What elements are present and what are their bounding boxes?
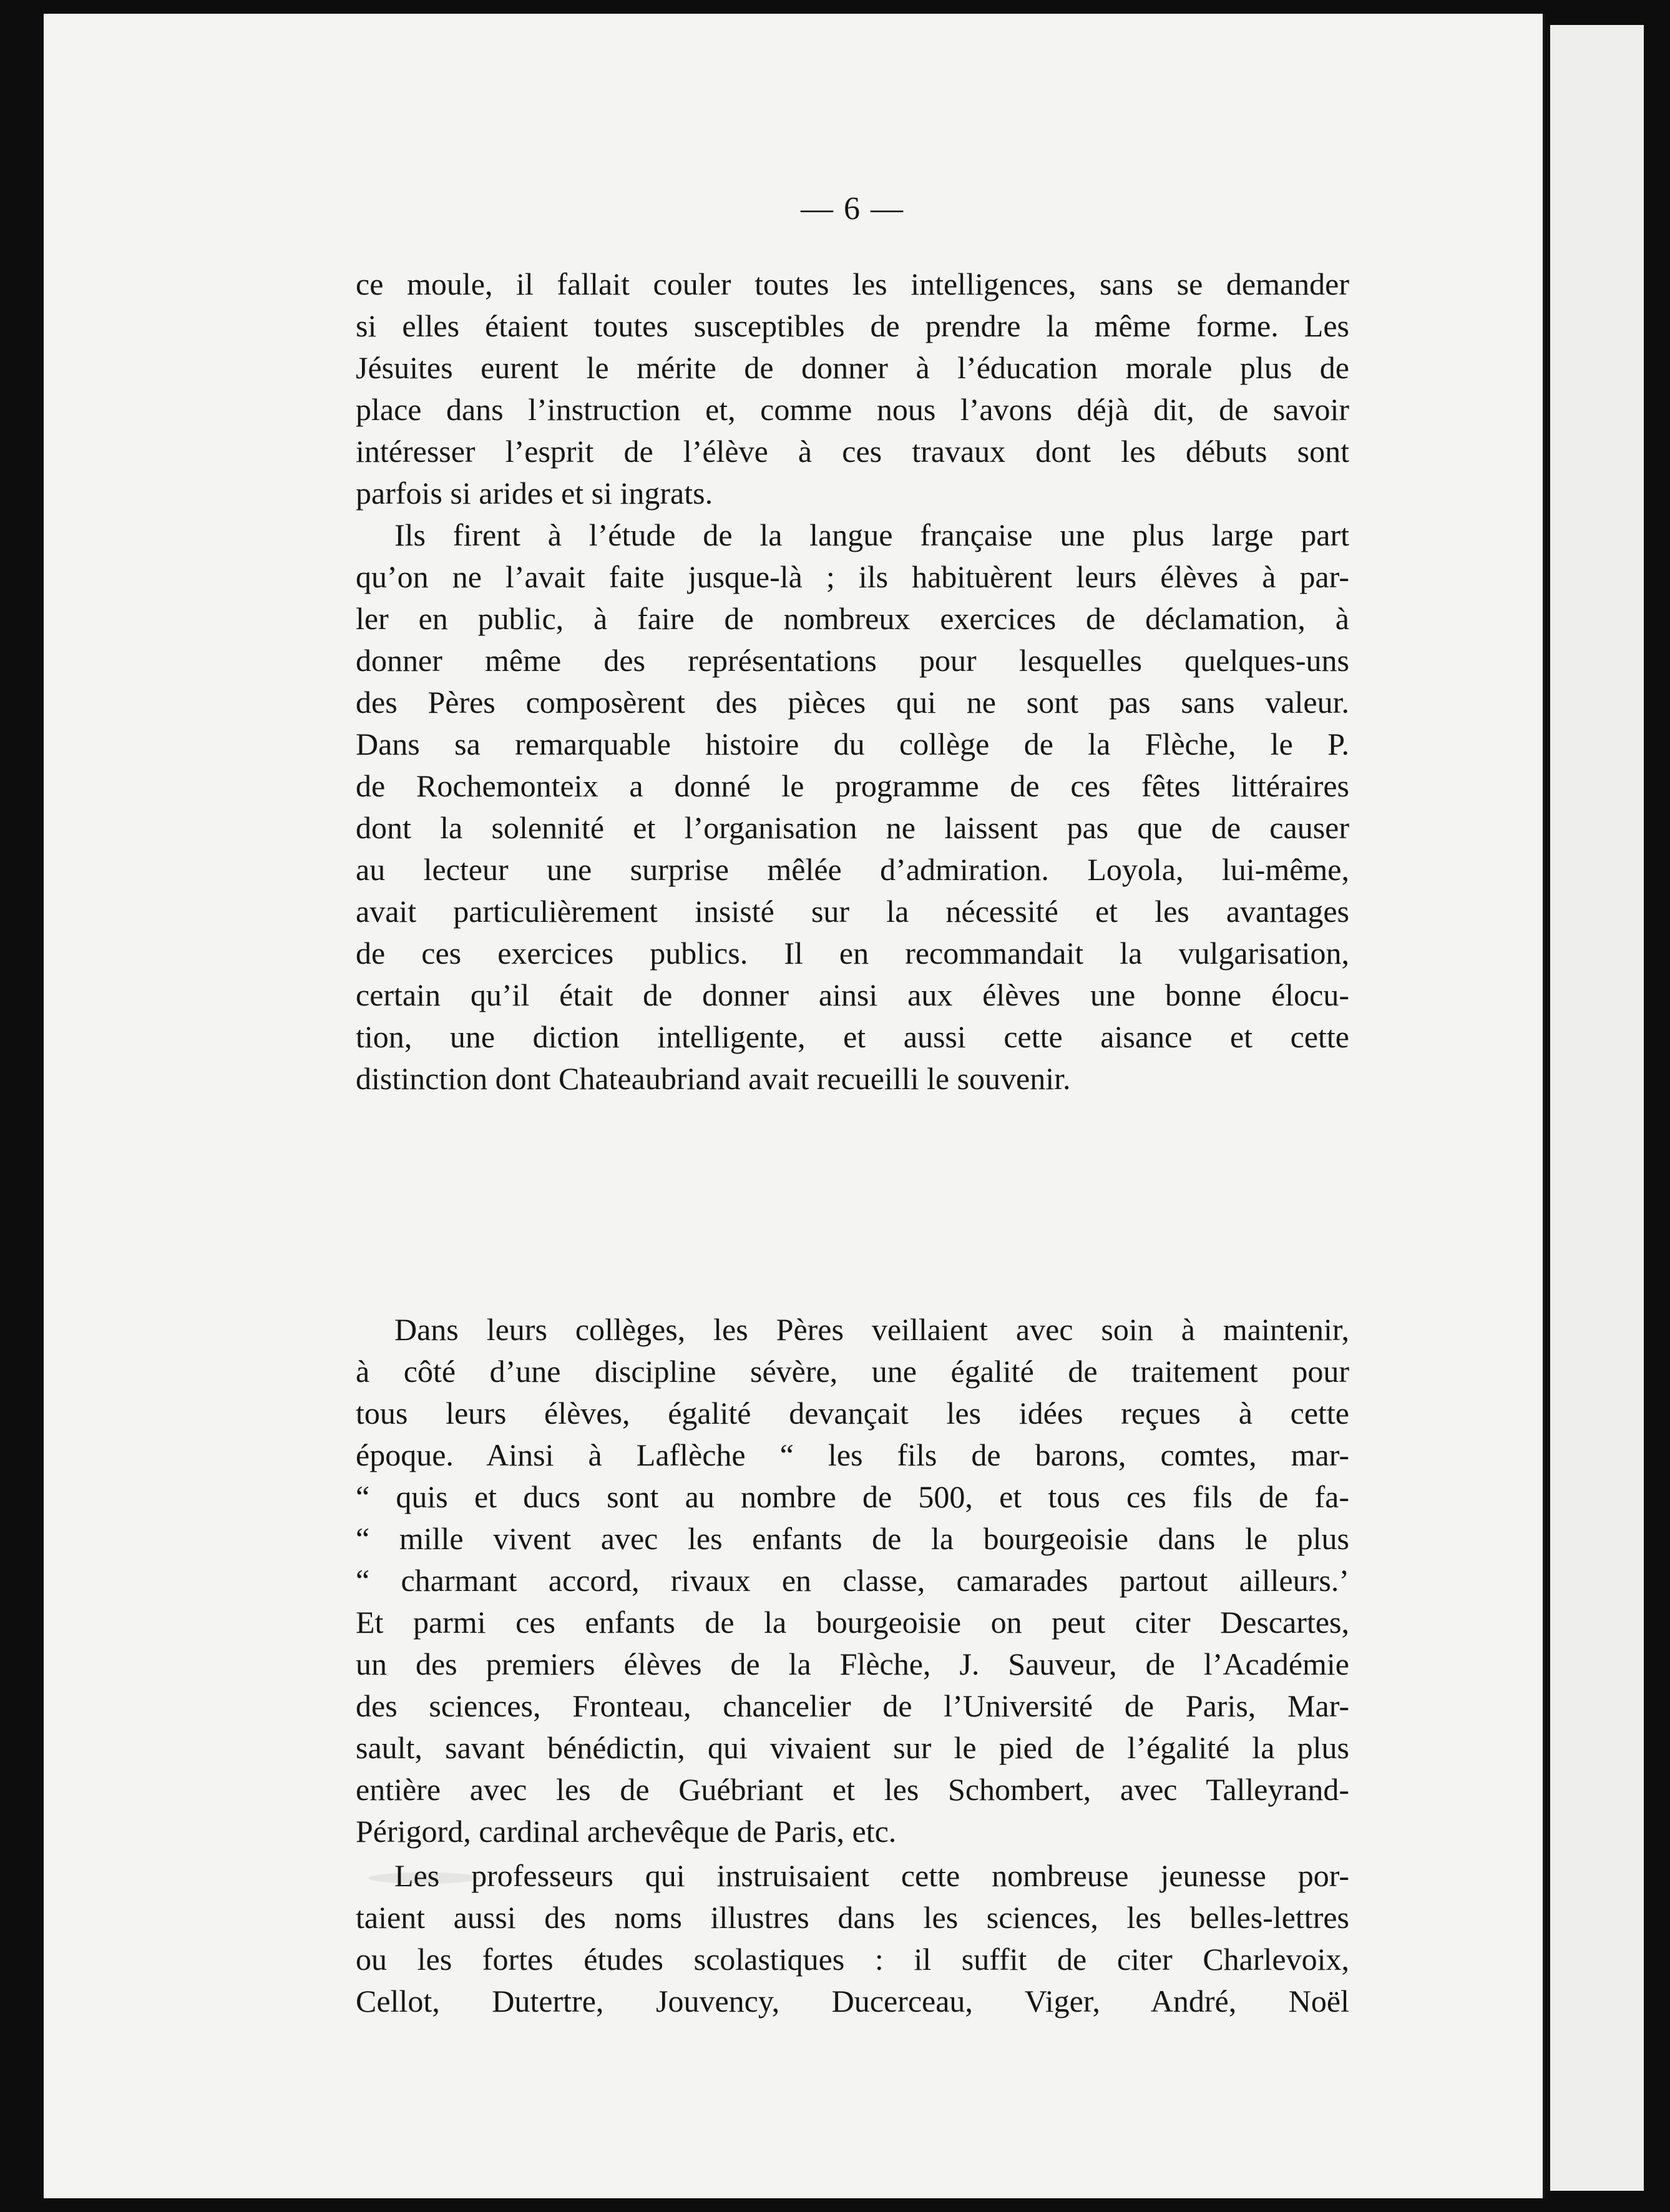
- text-line: Dans leurs collèges, les Pères veillaient avec soin à maintenir,: [394, 1312, 1349, 1347]
- text-line: à côté d’une discipline sévère, une égalité de traitement pour: [356, 1354, 1349, 1389]
- text-line: parfois si arides et si ingrats.: [356, 476, 713, 511]
- paragraph-1: [356, 263, 1349, 514]
- text-line: certain qu’il était de donner ainsi aux élèves une bonne élocu-: [356, 977, 1349, 1012]
- text-line: époque. Ainsi à Laflèche “ les fils de barons, comtes, mar-: [356, 1437, 1349, 1472]
- text-line: “ quis et ducs sont au nombre de 500, et tous ces fils de fa-: [356, 1479, 1349, 1514]
- text-line: au lecteur une surprise mêlée d’admiration. Loyola, lui-même,: [356, 852, 1349, 887]
- text-line: qu’on ne l’avait faite jusque-là ; ils habituèrent leurs élèves à par-: [356, 559, 1349, 594]
- text-line: avait particulièrement insisté sur la nécessité et les avantages: [356, 894, 1349, 929]
- text-line: tous leurs élèves, égalité devançait les idées reçues à cette: [356, 1396, 1349, 1431]
- text-line: des sciences, Fronteau, chancelier de l’Université de Paris, Mar-: [356, 1688, 1349, 1723]
- text-line: sault, savant bénédictin, qui vivaient sur le pied de l’égalité la plus: [356, 1730, 1349, 1765]
- text-line: Cellot, Dutertre, Jouvency, Ducerceau, Viger, André, Noël: [356, 1984, 1349, 2019]
- text-line: donner même des représentations pour lesquelles quelques-uns: [356, 643, 1349, 678]
- paragraph-3: [356, 1309, 1349, 1852]
- text-line: ce moule, il fallait couler toutes les intelligences, sans se demander: [356, 267, 1349, 301]
- text-line: intéresser l’esprit de l’élève à ces travaux dont les débuts sont: [356, 434, 1349, 469]
- text-line: ou les fortes études scolastiques : il suffit de citer Charlevoix,: [356, 1942, 1349, 1977]
- text-line: Jésuites eurent le mérite de donner à l’éducation morale plus de: [356, 350, 1349, 385]
- text-line: entière avec les de Guébriant et les Schombert, avec Talleyrand-: [356, 1772, 1349, 1807]
- text-line: distinction dont Chateaubriand avait recueilli le souvenir.: [356, 1061, 1071, 1096]
- text-line: Et parmi ces enfants de la bourgeoisie on peut citer Descartes,: [356, 1605, 1349, 1640]
- text-line: des Pères composèrent des pièces qui ne sont pas sans valeur.: [356, 685, 1349, 720]
- text-line: taient aussi des noms illustres dans les sciences, les belles-lettres: [356, 1900, 1349, 1935]
- text-line: tion, une diction intelligente, et aussi cette aisance et cette: [356, 1019, 1349, 1054]
- text-line: dont la solennité et l’organisation ne laissent pas que de causer: [356, 810, 1349, 845]
- text-line: ler en public, à faire de nombreux exercices de déclamation, à: [356, 601, 1349, 636]
- text-line: Dans sa remarquable histoire du collège de la Flèche, le P.: [356, 727, 1349, 761]
- text-line: si elles étaient toutes susceptibles de prendre la même forme. Les: [356, 308, 1349, 343]
- page-number: — 6 —: [801, 191, 904, 227]
- adjacent-page-edge: [1546, 25, 1644, 2191]
- paragraph-2: [356, 514, 1349, 1100]
- text-line: Ils firent à l’étude de la langue française une plus large part: [394, 517, 1349, 552]
- text-line: “ charmant accord, rivaux en classe, camarades partout ailleurs.’: [356, 1563, 1349, 1598]
- text-line: Les professeurs qui instruisaient cette nombreuse jeunesse por-: [394, 1858, 1349, 1893]
- text-line: de ces exercices publics. Il en recommandait la vulgarisation,: [356, 936, 1349, 971]
- text-line: de Rochemonteix a donné le programme de ces fêtes littéraires: [356, 768, 1349, 803]
- text-line: Périgord, cardinal archevêque de Paris, etc.: [356, 1814, 897, 1849]
- text-line: place dans l’instruction et, comme nous l’avons déjà dit, de savoir: [356, 392, 1349, 427]
- text-line: “ mille vivent avec les enfants de la bourgeoisie dans le plus: [356, 1521, 1349, 1556]
- text-line: un des premiers élèves de la Flèche, J. Sauveur, de l’Académie: [356, 1647, 1349, 1681]
- paragraph-4: [356, 1855, 1349, 2022]
